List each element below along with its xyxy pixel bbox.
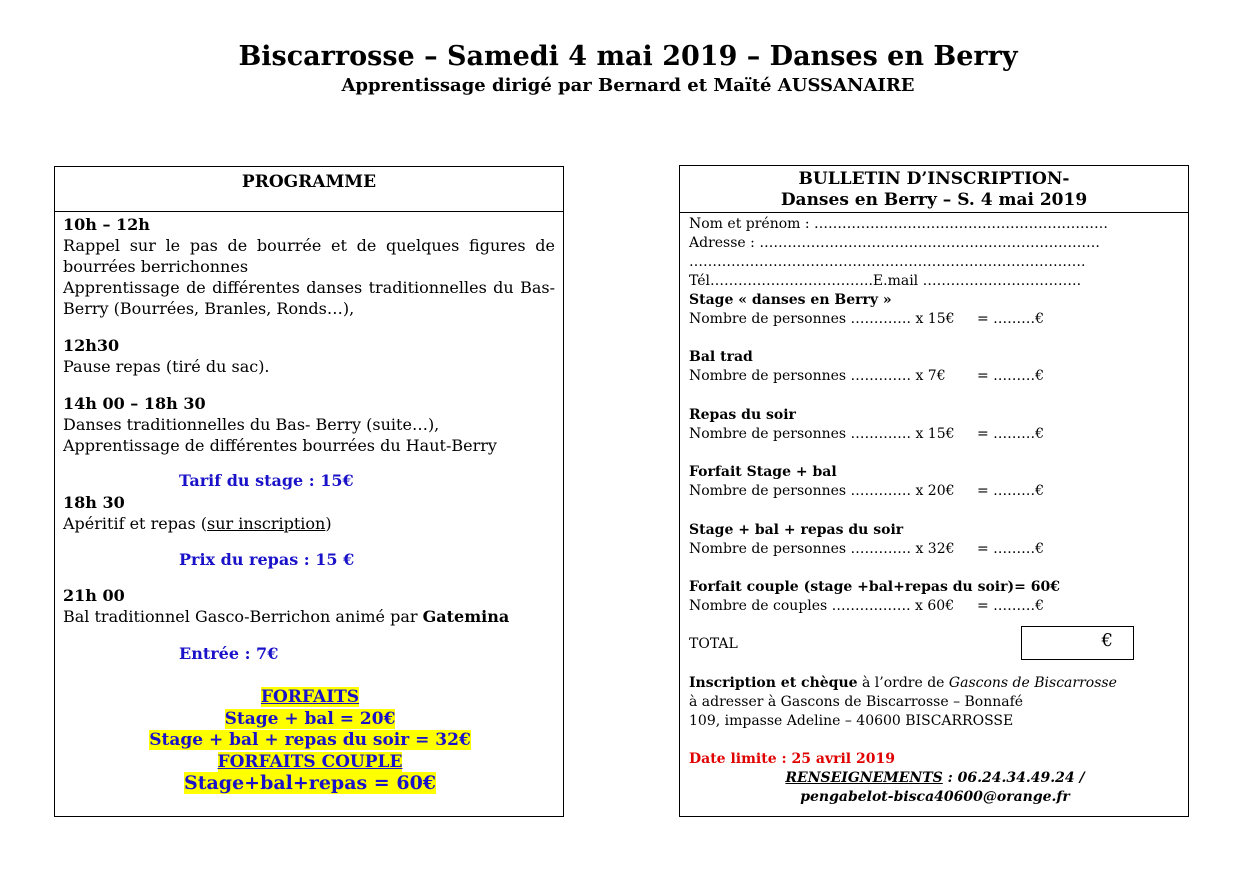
item-amount: = ………€ — [977, 598, 1045, 614]
renseignements-line — [680, 769, 1190, 788]
item-amount: = ………€ — [977, 483, 1045, 499]
item-line[interactable] — [689, 597, 1179, 616]
session-text — [63, 513, 555, 534]
session-time: 21h 00 — [63, 586, 125, 605]
item-title: Forfait couple (stage +bal+repas du soir)= 60€ — [689, 579, 1060, 595]
forfaits-couple-title: FORFAITS COUPLE — [217, 751, 403, 772]
session-text-part: ) — [325, 514, 332, 533]
tel-email-field[interactable]: Tél……………………………..E.mail ……………………………. — [689, 273, 1082, 289]
contact-email[interactable]: pengabelot-bisca40600@orange.fr — [800, 789, 1070, 805]
inscription-bold: Inscription et chèque — [689, 675, 858, 691]
inscription-line — [689, 674, 1179, 693]
entree-price: Entrée : 7€ — [179, 644, 279, 663]
item-title: Bal trad — [689, 349, 753, 365]
total-field[interactable]: € — [1021, 626, 1134, 660]
session-bal — [63, 585, 555, 627]
item-line[interactable] — [689, 425, 1179, 444]
item-quantity: Nombre de personnes …………. x 20€ — [689, 483, 955, 499]
prix-repas: Prix du repas : 15 € — [179, 550, 355, 569]
programme-heading: PROGRAMME — [55, 167, 563, 212]
session-time: 18h 30 — [63, 493, 125, 512]
session-time: 12h30 — [63, 336, 120, 355]
session-time: 10h – 12h — [63, 215, 150, 234]
item-stage-bal-repas — [689, 521, 1179, 559]
nom-field[interactable]: Nom et prénom : ……………………………………………………… — [689, 216, 1109, 232]
tarif-stage: Tarif du stage : 15€ — [179, 471, 354, 490]
payee-name: Gascons de Biscarrosse — [948, 675, 1117, 691]
inscription-text: à l’ordre de — [857, 675, 949, 691]
session-morning — [63, 214, 555, 319]
item-repas — [689, 406, 1179, 444]
payment-info — [689, 674, 1179, 731]
item-title: Stage « danses en Berry » — [689, 292, 892, 308]
forfaits-section — [55, 687, 565, 796]
session-lunch — [63, 335, 555, 377]
forfaits-title: FORFAITS — [260, 687, 360, 707]
item-stage — [689, 291, 1179, 329]
page-subtitle: Apprentissage dirigé par Bernard et Maïté AUSSANAIRE — [341, 75, 915, 96]
session-text: Rappel sur le pas de bourrée et de quelques figures de bourrées berrichonnes — [63, 236, 555, 276]
item-line[interactable] — [689, 482, 1179, 501]
session-text-part: Apéritif et repas ( — [63, 514, 208, 533]
contact-fields — [689, 215, 1179, 291]
renseignements-label: RENSEIGNEMENTS — [785, 770, 943, 786]
adresse-field[interactable]: Adresse : ………………………………………………………………. — [689, 235, 1100, 251]
address-line: 109, impasse Adeline – 40600 BISCARROSSE — [689, 713, 1014, 729]
item-quantity: Nombre de personnes …………. x 32€ — [689, 541, 955, 557]
total-label: TOTAL — [689, 636, 738, 652]
session-text-part: Bal traditionnel Gasco-Berrichon animé par — [63, 607, 423, 626]
item-quantity: Nombre de personnes …………. x 7€ — [689, 368, 946, 384]
adresser-line: à adresser à Gascons de Biscarrosse – Bonnafé — [689, 694, 1024, 710]
forfait-item: Stage + bal = 20€ — [224, 708, 396, 729]
session-text: Pause repas (tiré du sac). — [63, 357, 270, 376]
renseignements — [680, 769, 1190, 807]
item-line[interactable] — [689, 540, 1179, 559]
session-text: Danses traditionnelles du Bas- Berry (suite…), — [63, 415, 440, 434]
forfait-item: Stage + bal + repas du soir = 32€ — [149, 730, 471, 750]
session-afternoon — [63, 393, 555, 456]
session-aperitif — [63, 492, 555, 534]
item-forfait-couple — [689, 578, 1179, 616]
bulletin-box — [679, 165, 1189, 817]
item-quantity: Nombre de couples ……….……. x 60€ — [689, 598, 955, 614]
session-text: Apprentissage de différentes danses traditionnelles du Bas-Berry (Bourrées, Branles, Ronds…), — [63, 278, 555, 318]
item-line[interactable] — [689, 367, 1179, 386]
session-text: Apprentissage de différentes bourrées du Haut-Berry — [63, 436, 497, 455]
item-quantity: Nombre de personnes …………. x 15€ — [689, 426, 955, 442]
bulletin-heading-line2: Danses en Berry – S. 4 mai 2019 — [780, 190, 1088, 210]
item-title: Forfait Stage + bal — [689, 464, 837, 480]
date-limite: Date limite : 25 avril 2019 — [689, 751, 895, 767]
bulletin-heading-line1: BULLETIN D’INSCRIPTION- — [798, 169, 1070, 189]
item-title: Repas du soir — [689, 407, 796, 423]
page-title: Biscarrosse – Samedi 4 mai 2019 – Danses en Berry — [238, 41, 1018, 72]
bulletin-heading — [680, 166, 1188, 213]
session-text — [63, 606, 555, 627]
item-forfait-stage-bal — [689, 463, 1179, 501]
forfait-item: Stage+bal+repas = 60€ — [183, 772, 437, 794]
programme-box — [54, 166, 564, 817]
adresse-field-2[interactable]: …………………………………………………………………………. — [689, 254, 1086, 270]
item-amount: = ………€ — [977, 368, 1045, 384]
item-amount: = ………€ — [977, 311, 1045, 327]
item-line[interactable] — [689, 310, 1179, 329]
sur-inscription-text: sur inscription — [207, 514, 326, 533]
item-title: Stage + bal + repas du soir — [689, 522, 904, 538]
band-name: Gatemina — [422, 607, 510, 626]
item-amount: = ………€ — [977, 426, 1045, 442]
contact-phone: : 06.24.34.49.24 / — [942, 770, 1085, 786]
item-amount: = ………€ — [977, 541, 1045, 557]
item-bal — [689, 348, 1179, 386]
item-quantity: Nombre de personnes …………. x 15€ — [689, 311, 955, 327]
session-time: 14h 00 – 18h 30 — [63, 394, 206, 413]
